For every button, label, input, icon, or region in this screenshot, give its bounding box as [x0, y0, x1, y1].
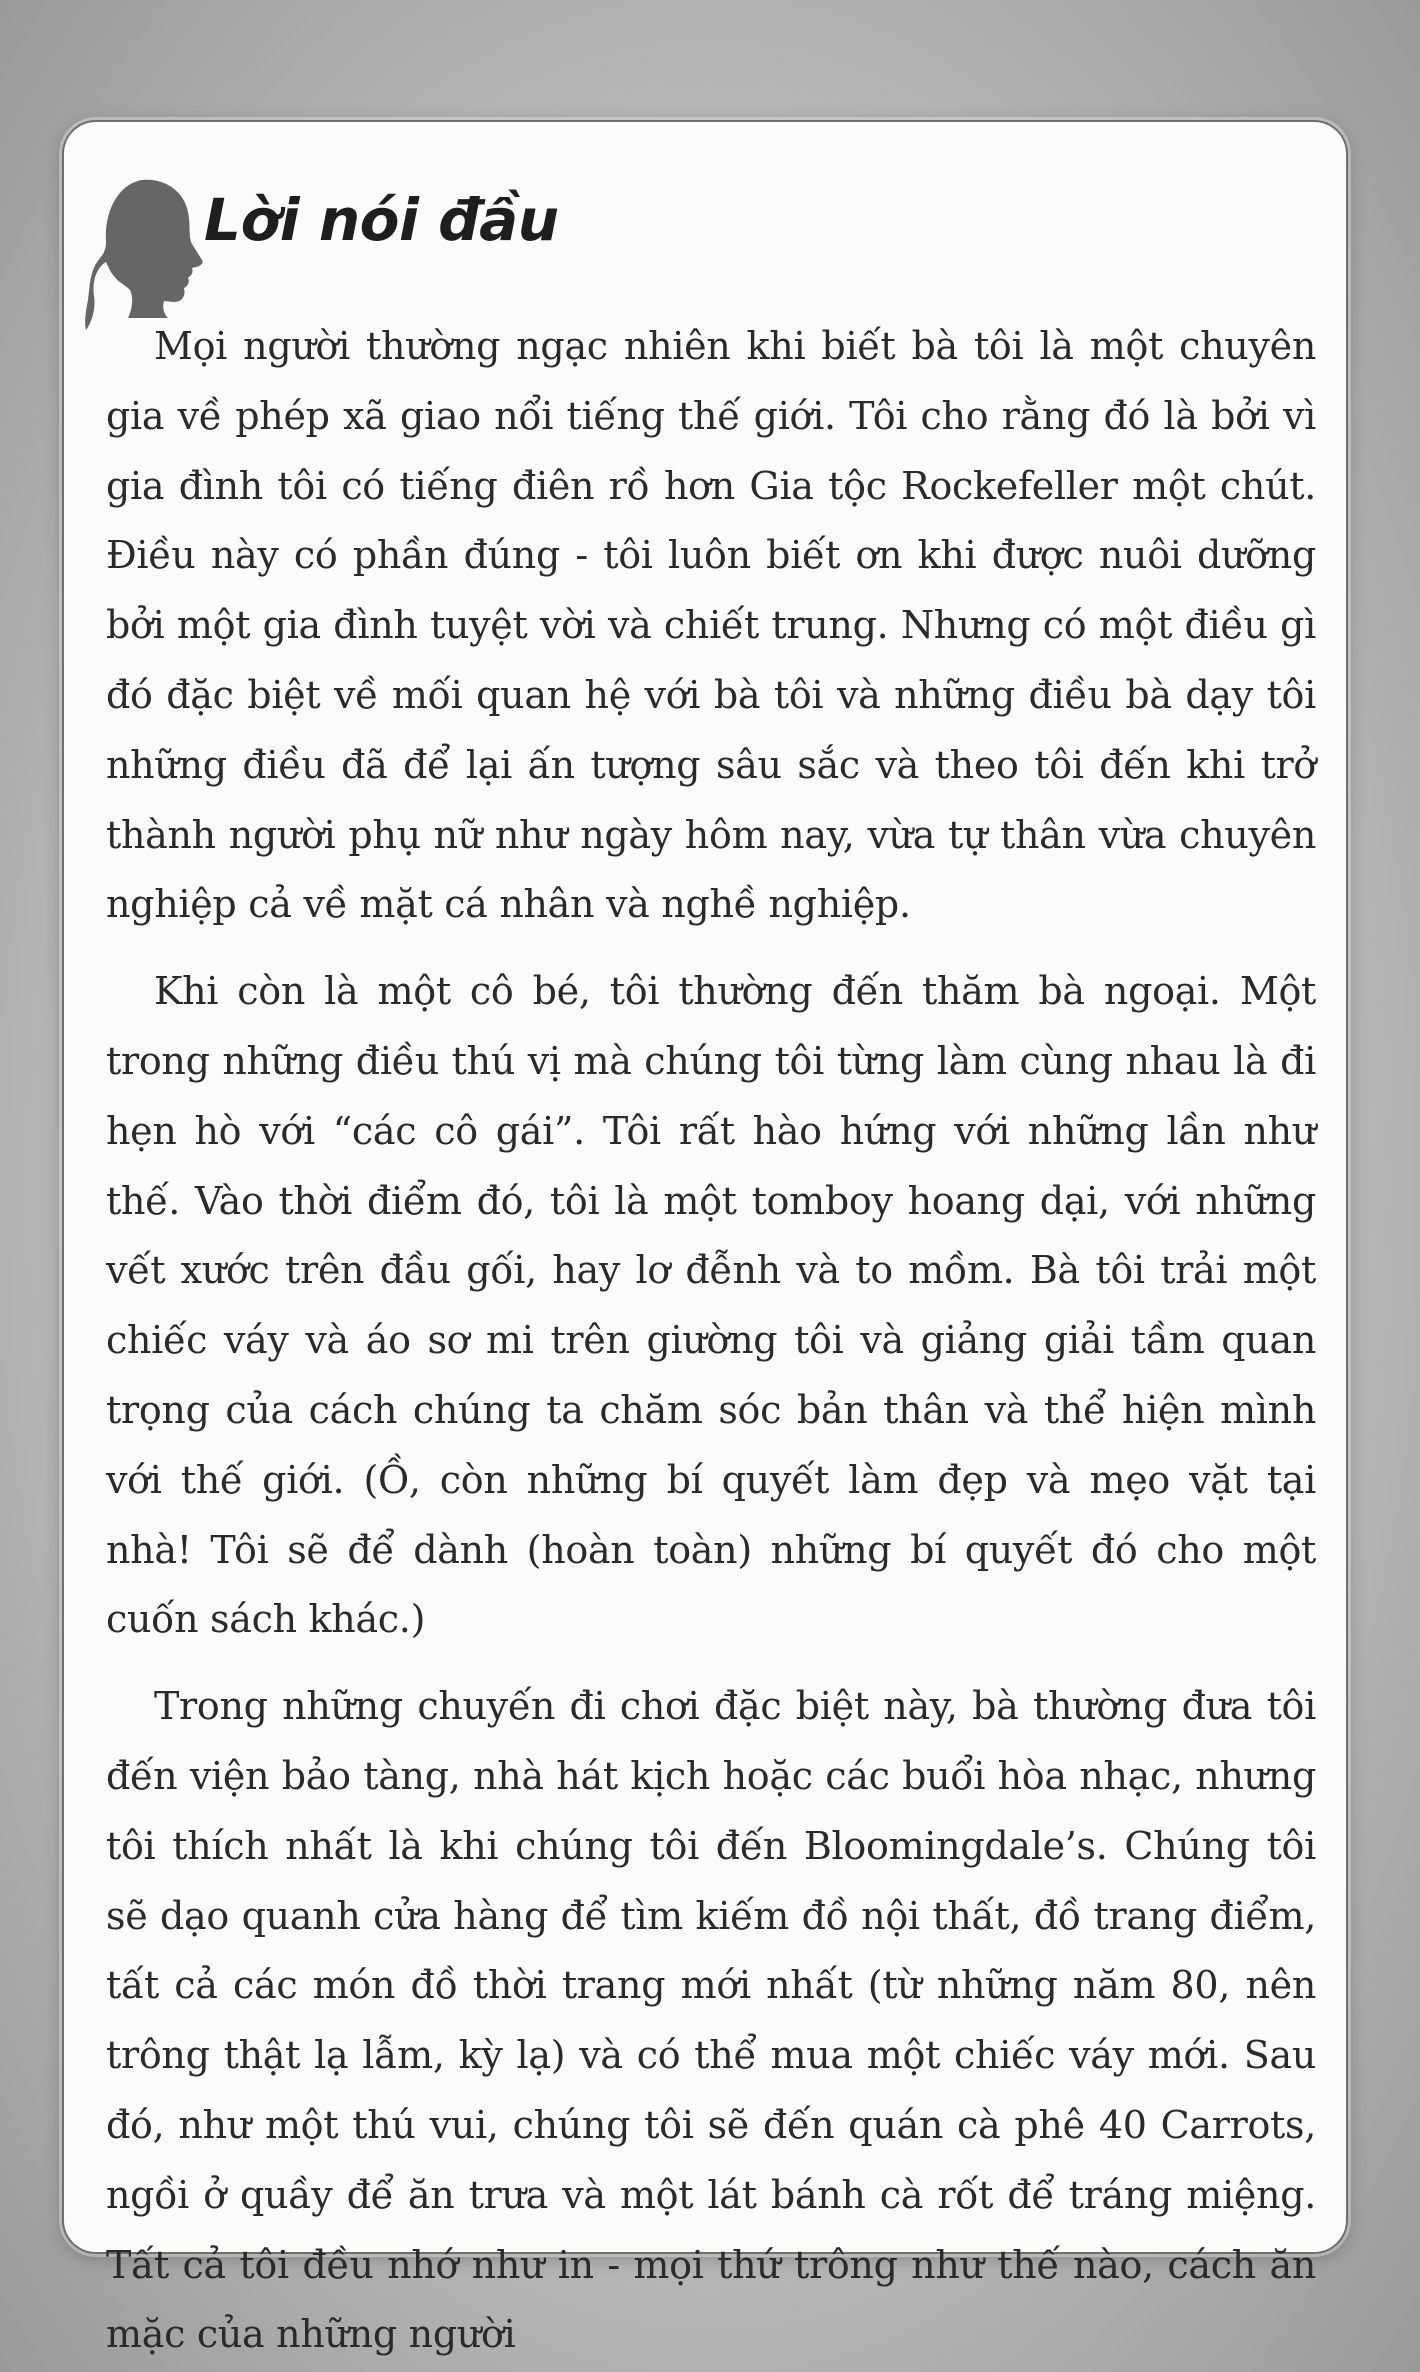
body-text — [106, 312, 1316, 2370]
page-frame — [62, 120, 1348, 2357]
page-title: Lời nói đầu — [204, 186, 559, 254]
paragraph-3: Trong những chuyến đi chơi đặc biệt này, bà thường đưa tôi đến viện bảo tàng, nhà hát kịch hoặc các buổi hòa nhạc, nhưng tôi thích nhất là khi chúng tôi đến Bloomingdale’s. Chúng tôi sẽ dạo quanh cửa hàng để tìm kiếm đồ nội thất, đồ trang điểm, tất cả các món đồ thời trang mới nhất (từ những năm 80, nên trông thật lạ lẫm, kỳ lạ) và có thể mua một chiếc váy mới. Sau đó, như một thú vui, chúng tôi sẽ đến quán cà phê 40 Carrots, ngồi ở quầy để ăn trưa và một lát bánh cà rốt để tráng miệng. Tất cả tôi đều nhớ như in - mọi thứ trông như thế nào, cách ăn mặc của những người — [106, 1684, 1316, 2357]
paragraph-2: Khi còn là một cô bé, tôi thường đến thăm bà ngoại. Một trong những điều thú vị mà chúng tôi từng làm cùng nhau là đi hẹn hò với “các cô gái”. Tôi rất hào hứng với những lần như thế. Vào thời điểm đó, tôi là một tomboy hoang dại, với những vết xước trên đầu gối, hay lơ đễnh và to mồm. Bà tôi trải một chiếc váy và áo sơ mi trên giường tôi và giảng giải tầm quan trọng của cách chúng ta chăm sóc bản thân và thể hiện mình với thế giới. (Ồ, còn những bí quyết làm đẹp và mẹo vặt tại nhà! Tôi sẽ để dành (hoàn toàn) những bí quyết đó cho một cuốn sách khác.) — [106, 969, 1316, 1642]
paragraph-1: Mọi người thường ngạc nhiên khi biết bà tôi là một chuyên gia về phép xã giao nổi tiếng thế giới. Tôi cho rằng đó là bởi vì gia đình tôi có tiếng điên rồ hơn Gia tộc Rockefeller một chút. Điều này có phần đúng - tôi luôn biết ơn khi được nuôi dưỡng bởi một gia đình tuyệt vời và chiết trung. Nhưng có một điều gì đó đặc biệt về mối quan hệ với bà tôi và những điều bà dạy tôi những điều đã để lại ấn tượng sâu sắc và theo tôi đến khi trở thành người phụ nữ như ngày hôm nay, vừa tự thân vừa chuyên nghiệp cả về mặt cá nhân và nghề nghiệp. — [106, 324, 1316, 927]
